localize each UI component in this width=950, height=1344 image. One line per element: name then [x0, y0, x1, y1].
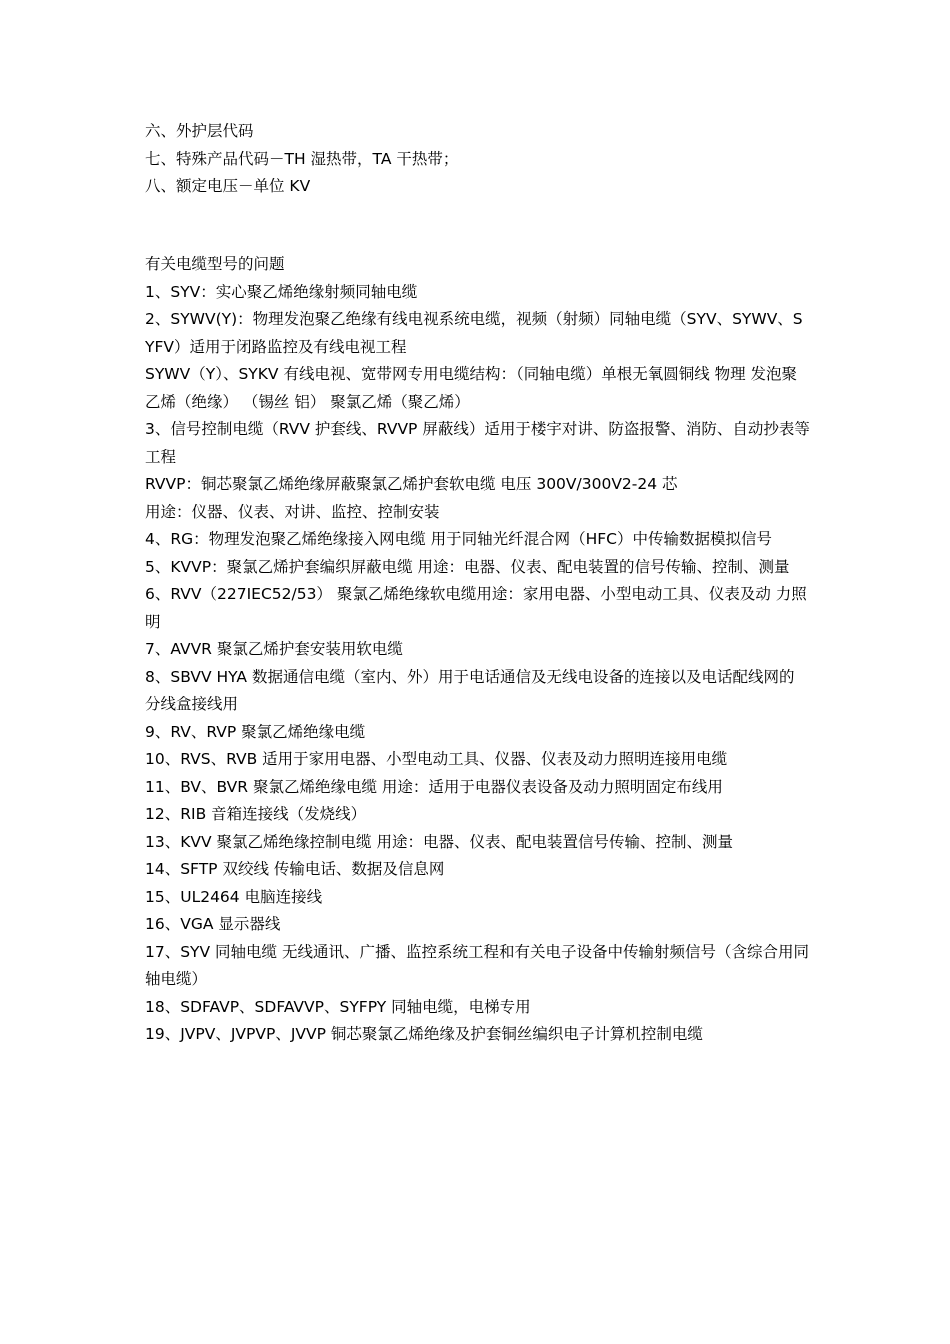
list-item: 13、KVV 聚氯乙烯绝缘控制电缆 用途：电器、仪表、配电装置信号传输、控制、测量 [145, 832, 733, 851]
list-item: 4、RG：物理发泡聚乙烯绝缘接入网电缆 用于同轴光纤混合网（HFC）中传输数据模拟信号 [145, 530, 772, 548]
list-item: 19、JVPV、JVPVP、JVVP 铜芯聚氯乙烯绝缘及护套铜丝编织电子计算机控制电缆 [145, 1025, 703, 1043]
text-line: 七、特殊产品代码－TH 湿热带，TA 干热带； [145, 149, 459, 168]
list-item: 6、RVV（227IEC52/53） 聚氯乙烯绝缘软电缆用途：家用电器、小型电动工具、仪表及动 力照明 [145, 585, 807, 631]
list-item: 7、AVVR 聚氯乙烯护套安装用软电缆 [145, 640, 403, 658]
text-line: 八、额定电压－单位 KV [145, 177, 311, 195]
section-title: 有关电缆型号的问题 [145, 255, 285, 273]
top-lines [145, 118, 811, 201]
list-item: 2、SYWV(Y)：物理发泡聚乙绝缘有线电视系统电缆，视频（射频）同轴电缆（SYV、SYWV、SYFV）适用于闭路监控及有线电视工程 [145, 310, 803, 356]
text-line: 六、外护层代码 [145, 122, 254, 140]
list-item: 10、RVS、RVB 适用于家用电器、小型电动工具、仪器、仪表及动力照明连接用电缆 [145, 750, 728, 768]
list-item: 18、SDFAVP、SDFAVVP、SYFPY 同轴电缆，电梯专用 [145, 997, 531, 1016]
list-item: 9、RV、RVP 聚氯乙烯绝缘电缆 [145, 722, 366, 741]
list-item: 8、SBVV HYA 数据通信电缆（室内、外）用于电话通信及无线电设备的连接以及电话配线网的 分线盒接线用 [145, 667, 795, 713]
list-item: 11、BV、BVR 聚氯乙烯绝缘电缆 用途：适用于电器仪表设备及动力照明固定布线用 [145, 777, 723, 796]
list-item: 12、RIB 音箱连接线（发烧线） [145, 805, 367, 823]
list-item: 15、UL2464 电脑连接线 [145, 887, 323, 906]
list-item: SYWV（Y）、SYKV 有线电视、宽带网专用电缆结构：（同轴电缆）单根无氧圆铜线 物理 发泡聚乙烯（绝缘） （锡丝 铝） 聚氯乙烯（聚乙烯） [145, 365, 798, 411]
list-item: RVVP：铜芯聚氯乙烯绝缘屏蔽聚氯乙烯护套软电缆 电压 300V/300V2-24 芯 [145, 475, 678, 493]
list-item: 3、信号控制电缆（RVV 护套线、RVVP 屏蔽线）适用于楼宇对讲、防盗报警、消防、自动抄表等工程 [145, 420, 810, 466]
list-item: 17、SYV 同轴电缆 无线通讯、广播、监控系统工程和有关电子设备中传输射频信号（含综合用同轴电缆） [145, 942, 809, 988]
list-item: 16、VGA 显示器线 [145, 915, 281, 933]
list-item: 用途：仪器、仪表、对讲、监控、控制安装 [145, 502, 440, 521]
list-item: 1、SYV：实心聚乙烯绝缘射频同轴电缆 [145, 282, 418, 301]
cable-model-section [145, 251, 811, 1049]
list-item: 14、SFTP 双绞线 传输电话、数据及信息网 [145, 860, 445, 878]
list-item: 5、KVVP：聚氯乙烯护套编织屏蔽电缆 用途：电器、仪表、配电装置的信号传输、控制、测量 [145, 557, 790, 576]
